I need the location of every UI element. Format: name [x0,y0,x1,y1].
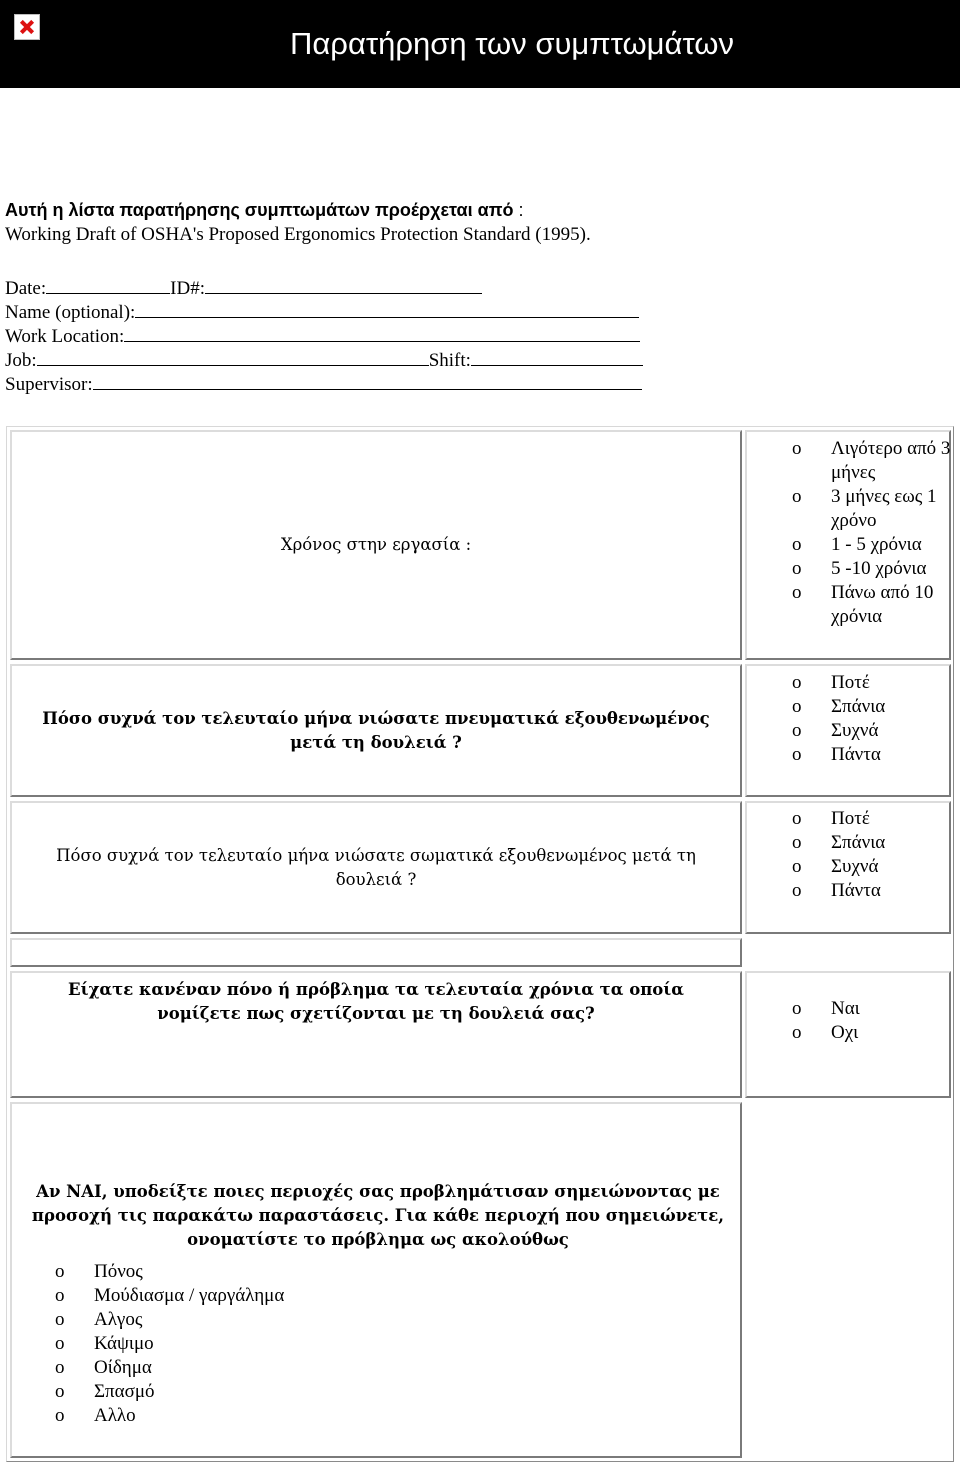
option-label: Μούδιασμα / γαργάλημα [94,1285,285,1306]
options-cell-mental-exhaustion [745,664,951,797]
bullet-icon: o [55,1333,65,1354]
option-item[interactable] [783,855,885,879]
name-field[interactable] [135,300,639,318]
option-label: Πόνος [94,1261,143,1282]
header-bar [0,0,960,88]
option-label: Ναι [831,998,860,1019]
bullet-icon: o [792,998,802,1019]
option-item[interactable] [783,533,953,557]
question-work-related-pain [10,971,742,1098]
option-item[interactable] [783,557,953,581]
bullet-icon: o [55,1405,65,1426]
bullet-icon: o [792,696,802,717]
option-item[interactable] [783,1021,860,1045]
work-location-label: Work Location: [5,326,125,347]
question-text: Χρόνος στην εργασία : [280,535,472,554]
bullet-icon: o [55,1285,65,1306]
options-mental-exhaustion [783,671,885,767]
bullet-icon: o [55,1381,65,1402]
option-label: 5 -10 χρόνια [831,558,927,579]
bullet-icon: o [792,438,802,459]
option-label: Λιγότερο από 3 μήνες [831,438,951,483]
bullet-icon: o [55,1261,65,1282]
id-field[interactable] [205,276,482,294]
question-physical-exhaustion [10,801,742,934]
option-item[interactable] [783,879,885,903]
name-line [5,300,643,324]
option-label: Αλγος [94,1309,143,1330]
supervisor-field[interactable] [93,372,642,390]
source-lead: Αυτή η λίστα παρατήρησης συμπτωμάτων προέρχεται από [5,200,514,220]
page-title: Παρατήρηση των συμπτωμάτων [290,26,734,61]
option-label: Κάψιμο [94,1333,154,1354]
broken-image-icon [14,14,40,40]
problem-types-list [46,1260,284,1428]
job-field[interactable] [37,348,429,366]
option-item[interactable] [783,485,953,533]
question-text: Αν ΝΑΙ, υποδείξτε ποιες περιοχές σας προβλημάτισαν σημειώνοντας με προσοχή τις παρακάτω παραστάσεις. Για κάθε περιοχή που σημειώνετε, ονοματίστε το πρόβλημα ως ακολούθως [31,1182,725,1249]
work-location-field[interactable] [124,324,640,342]
option-label: Συχνά [831,856,879,877]
spacer-cell [10,938,742,967]
option-item[interactable] [783,581,953,629]
options-time-at-work [783,437,953,629]
bullet-icon: o [792,1022,802,1043]
date-label: Date: [5,278,47,299]
option-item[interactable] [46,1332,284,1356]
source-colon: : [513,200,524,220]
question-text: Πόσο συχνά τον τελευταίο μήνα νιώσατε σωματικά εξουθενωμένος μετά τη δουλειά ? [56,845,696,889]
bullet-icon: o [792,720,802,741]
bullet-icon: o [55,1357,65,1378]
job-label: Job: [5,350,37,371]
options-work-related-pain [783,997,860,1045]
bullet-icon: o [55,1309,65,1330]
option-item[interactable] [783,807,885,831]
date-id-line [5,276,643,300]
option-item[interactable] [46,1284,284,1308]
option-item[interactable] [46,1404,284,1428]
option-item[interactable] [783,831,885,855]
bullet-icon: o [792,880,802,901]
options-physical-exhaustion [783,807,885,903]
shift-field[interactable] [471,348,643,366]
option-label: Πάνω από 10 χρόνια [831,582,934,627]
option-label: 3 μήνες εως 1 χρόνο [831,486,937,531]
option-item[interactable] [783,997,860,1021]
bullet-icon: o [792,672,802,693]
option-label: Συχνά [831,720,879,741]
option-label: Σπάνια [831,696,886,717]
source-note [5,198,591,247]
question-text: Είχατε κανέναν πόνο ή πρόβλημα τα τελευταία χρόνια τα οποία νομίζετε πως σχετίζονται με τη δουλειά σας? [68,980,684,1023]
option-item[interactable] [783,719,885,743]
supervisor-line [5,372,643,396]
option-item[interactable] [783,437,953,485]
options-cell-physical-exhaustion [745,801,951,934]
option-label: Οίδημα [94,1357,152,1378]
option-label: Οχι [831,1022,859,1043]
bullet-icon: o [792,582,802,603]
option-label: Πάντα [831,744,881,765]
option-item[interactable] [46,1260,284,1284]
supervisor-label: Supervisor: [5,374,93,395]
bullet-icon: o [792,486,802,507]
option-label: Σπασμό [94,1381,155,1402]
options-cell-work-related-pain [745,971,951,1098]
option-label: Πάντα [831,880,881,901]
option-label: Σπάνια [831,832,886,853]
shift-label: Shift: [428,350,471,371]
option-item[interactable] [783,743,885,767]
options-cell-time-at-work [745,430,951,660]
option-item[interactable] [46,1308,284,1332]
option-label: Ποτέ [831,808,870,829]
bullet-icon: o [792,808,802,829]
option-item[interactable] [783,695,885,719]
bullet-icon: o [792,832,802,853]
question-text: Πόσο συχνά τον τελευταίο μήνα νιώσατε πνευματικά εξουθενωμένος μετά τη δουλειά ? [42,708,710,752]
bullet-icon: o [792,558,802,579]
bullet-icon: o [792,856,802,877]
option-label: 1 - 5 χρόνια [831,534,922,555]
source-citation: Working Draft of OSHA's Proposed Ergonomics Protection Standard (1995). [5,224,591,245]
info-fields [5,276,643,396]
job-shift-line [5,348,643,372]
work-location-line [5,324,643,348]
question-mental-exhaustion [10,664,742,797]
date-field[interactable] [46,276,170,294]
bullet-icon: o [792,744,802,765]
id-label: ID#: [170,278,205,299]
name-label: Name (optional): [5,302,136,323]
option-item[interactable] [46,1356,284,1380]
option-item[interactable] [783,671,885,695]
bullet-icon: o [792,534,802,555]
question-time-at-work [10,430,742,660]
problem-areas-cell [10,1102,742,1458]
option-label: Αλλο [94,1405,136,1426]
option-label: Ποτέ [831,672,870,693]
option-item[interactable] [46,1380,284,1404]
